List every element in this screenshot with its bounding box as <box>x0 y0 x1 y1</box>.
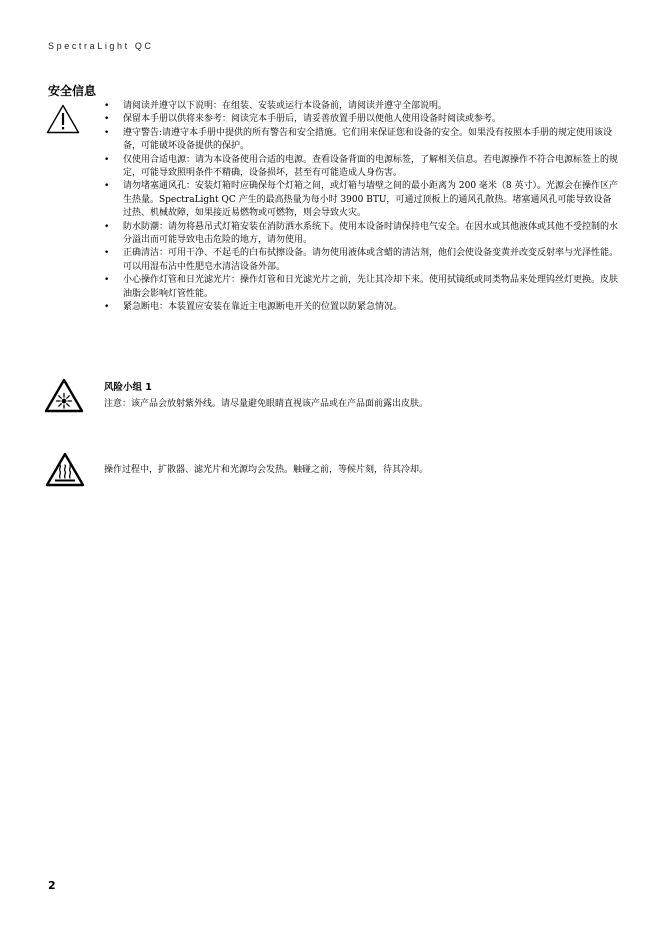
page-number: 2 <box>48 879 56 892</box>
risk-group-title: 风险小组 1 <box>104 382 152 393</box>
list-item: • 仅使用合适电源：请为本设备使用合适的电源。查看设备背面的电源标签，了解相关信息。若电源操作不符合电源标签上的规定，可能导致照明条件不精确，设备损坏，甚至有可能造成人身伤害。 <box>104 154 620 181</box>
document-header: SpectraLight QC <box>48 41 154 51</box>
list-item: • 保留本手册以供将来参考：阅读完本手册后，请妥善放置手册以便他人使用设备时阅读或参考。 <box>104 113 620 126</box>
warning-triangle-icon <box>46 104 80 134</box>
hot-surface-warning-icon <box>45 452 85 488</box>
list-item: • 小心操作灯管和日光滤光片：操作灯管和日光滤光片之前，先让其冷却下来。使用拭镜纸或同类物品来处理钨丝灯更换。皮肤油脂会影响灯管性能。 <box>104 274 620 301</box>
uv-radiation-warning-icon <box>44 378 84 414</box>
list-item: • 遵守警告:请遵守本手册中提供的所有警告和安全措施。它们用来保证您和设备的安全。如果没有按照本手册的规定使用该设备，可能破坏设备提供的保护。 <box>104 127 620 154</box>
list-item: • 请阅读并遵守以下说明：在组装、安装或运行本设备前，请阅读并遵守全部说明。 <box>104 100 620 113</box>
list-item: • 正确清洁：可用干净、不起毛的白布拭擦设备。请勿使用液体或含蜡的清洁剂，他们会使设备变黄并改变反射率与光泽性能。可以用湿布沾中性肥皂水清洁设备外部。 <box>104 247 620 274</box>
hot-surface-text: 操作过程中，扩散器、滤光片和光源均会发热。触碰之前，等候片刻，待其冷却。 <box>104 465 429 475</box>
list-item: • 防水防潮：请勿将悬吊式灯箱安装在消防洒水系统下。使用本设备时请保持电气安全。在因水或其他液体或其他不受控制的水分溢出而可能导致电击危险的地方，请勿使用。 <box>104 221 620 248</box>
list-item: • 紧急断电：本装置应安装在靠近主电源断电开关的位置以防紧急情况。 <box>104 301 620 314</box>
safety-list <box>104 100 620 315</box>
section-title: 安全信息 <box>48 84 97 98</box>
list-item: • 请勿堵塞通风孔：安装灯箱时应确保每个灯箱之间，或灯箱与墙壁之间的最小距离为 200 毫米（8 英寸）。光源会在操作区产生热量。SpectraLight QC 产生的最高热量为每小时 3900 BTU，可通过顶板上的通风孔散热。堵塞通风孔可能导致设备过热、机械故障，如果接近易燃物或可燃物，则会导致火灾。 <box>104 180 620 220</box>
risk-group-text: 注意：该产品会放射紫外线。请尽量避免眼睛直视该产品或在产品面前露出皮肤。 <box>104 399 429 409</box>
